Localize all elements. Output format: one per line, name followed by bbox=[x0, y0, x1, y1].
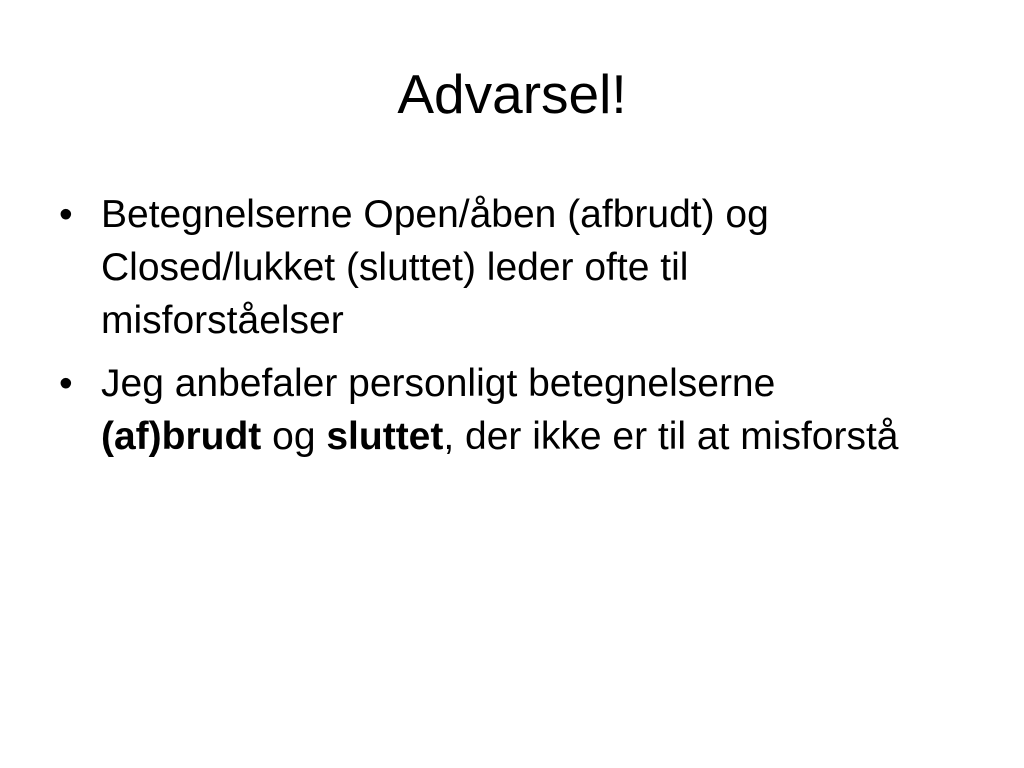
bold-term-afbrudt: (af)brudt bbox=[101, 415, 262, 458]
bullet-text: Betegnelserne Open/åben (afbrudt) og Closed/lukket (sluttet) leder ofte til misforståelser bbox=[101, 193, 769, 342]
bullet-text-part: Jeg anbefaler personligt betegnelserne bbox=[101, 362, 776, 405]
bullet-icon: • bbox=[59, 362, 73, 405]
bullet-list bbox=[55, 188, 935, 473]
bullet-text-part: , der ikke er til at misforstå bbox=[443, 415, 899, 458]
bold-term-sluttet: sluttet bbox=[326, 415, 444, 458]
slide-title: Advarsel! bbox=[397, 63, 627, 125]
bullet-item-2 bbox=[55, 357, 935, 463]
bullet-text-part: og bbox=[261, 415, 327, 458]
bullet-icon: • bbox=[59, 193, 73, 236]
bullet-item-1 bbox=[55, 188, 935, 347]
